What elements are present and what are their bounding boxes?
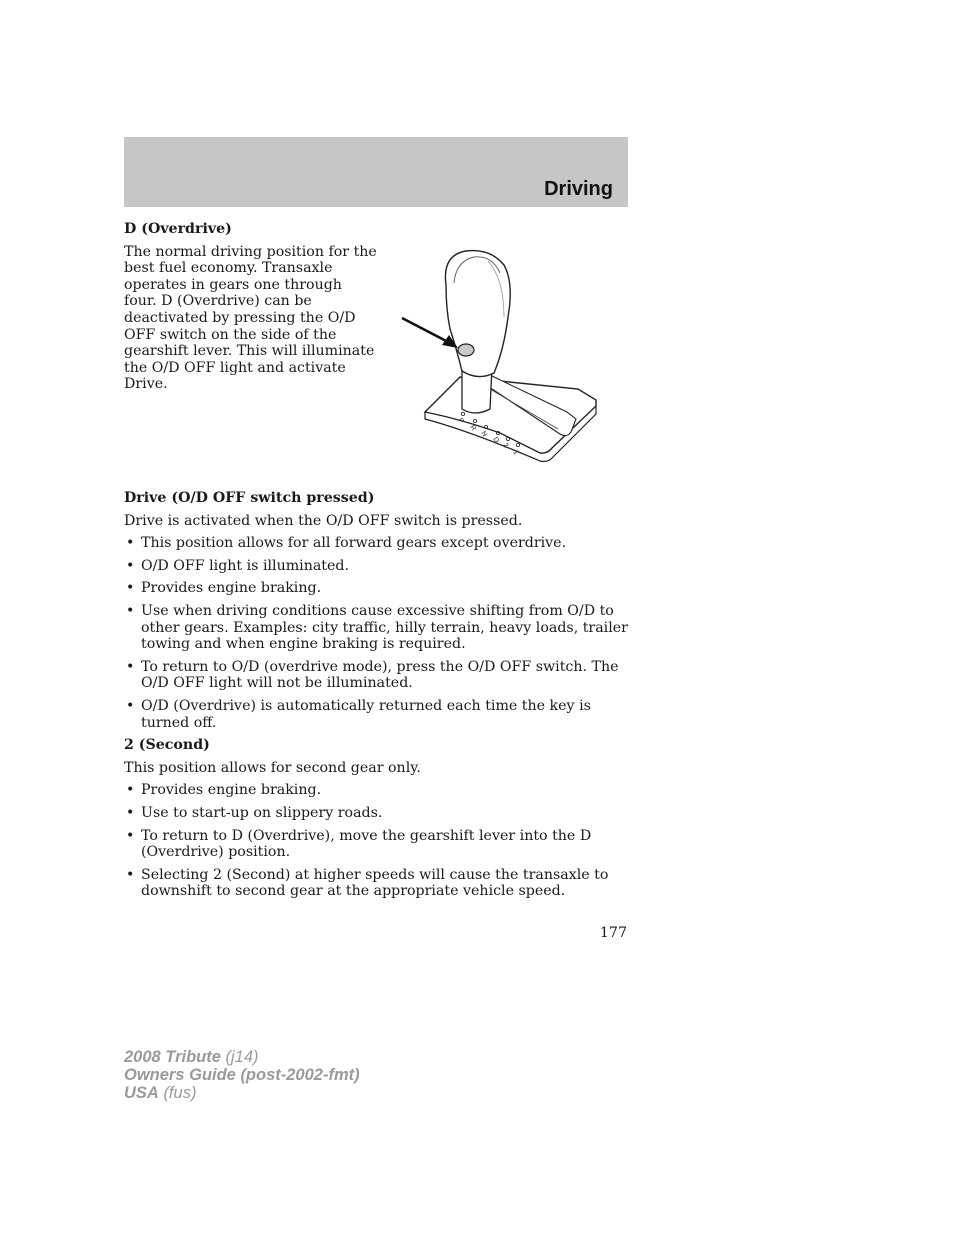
drive-od-off-intro: Drive is activated when the O/D OFF switch is pressed. (124, 512, 523, 529)
list-item: • Use when driving conditions cause excessive shifting from O/D to other gears. Examples: city traffic, hilly terrain, heavy loads, trailer towing and when engine braking is required. (124, 603, 629, 653)
section-title: Driving (544, 178, 613, 200)
section-header-band (124, 137, 628, 207)
list-item: • To return to O/D (overdrive mode), press the O/D OFF switch. The O/D OFF light will not be illuminated. (124, 659, 629, 692)
second-gear-heading: 2 (Second) (124, 737, 210, 754)
page-number: 177 (599, 925, 627, 941)
list-item: • O/D OFF light is illuminated. (124, 558, 629, 575)
second-gear-bullet-list (124, 782, 629, 900)
page-content (124, 221, 629, 906)
list-item: • To return to D (Overdrive), move the gearshift lever into the D (Overdrive) position. (124, 828, 629, 861)
drive-od-off-bullet-list (124, 535, 629, 731)
list-item: • Provides engine braking. (124, 782, 629, 799)
list-item: • Provides engine braking. (124, 580, 629, 597)
document-footer (124, 1048, 360, 1102)
gate-letter-p: P (456, 417, 465, 425)
gate-letter-1: 1 (511, 449, 520, 457)
gearshift-lever-illustration (400, 249, 600, 485)
second-gear-intro: This position allows for second gear only. (124, 759, 421, 776)
overdrive-body: The normal driving position for the best fuel economy. Transaxle operates in gears one through four. D (Overdrive) can be deactivated by pressing the O/D OFF switch on the side of the gearshift lever. This will illuminate the O/D OFF light and activate Drive. (124, 243, 377, 393)
footer-market: USA (124, 1084, 159, 1102)
list-item: • This position allows for all forward gears except overdrive. (124, 535, 629, 552)
footer-guide: Owners Guide (post-2002-fmt) (124, 1066, 360, 1084)
list-item: • Use to start-up on slippery roads. (124, 805, 629, 822)
overdrive-section (124, 221, 629, 490)
drive-od-off-heading: Drive (O/D OFF switch pressed) (124, 490, 375, 506)
gate-letter-d: D (491, 436, 500, 445)
list-item: • Selecting 2 (Second) at higher speeds will cause the transaxle to downshift to second gear at the appropriate vehicle speed. (124, 867, 629, 900)
gate-letter-2: 2 (501, 442, 510, 450)
footer-model-code: (j14) (225, 1048, 259, 1066)
list-item: • O/D (Overdrive) is automatically returned each time the key is turned off. (124, 698, 629, 731)
gate-letter-r: R (468, 424, 477, 433)
od-off-switch (458, 344, 474, 356)
footer-market-code: (fus) (163, 1084, 197, 1102)
gate-letter-n: N (479, 430, 488, 439)
footer-model: 2008 Tribute (124, 1048, 221, 1066)
overdrive-heading: D (Overdrive) (124, 221, 232, 237)
